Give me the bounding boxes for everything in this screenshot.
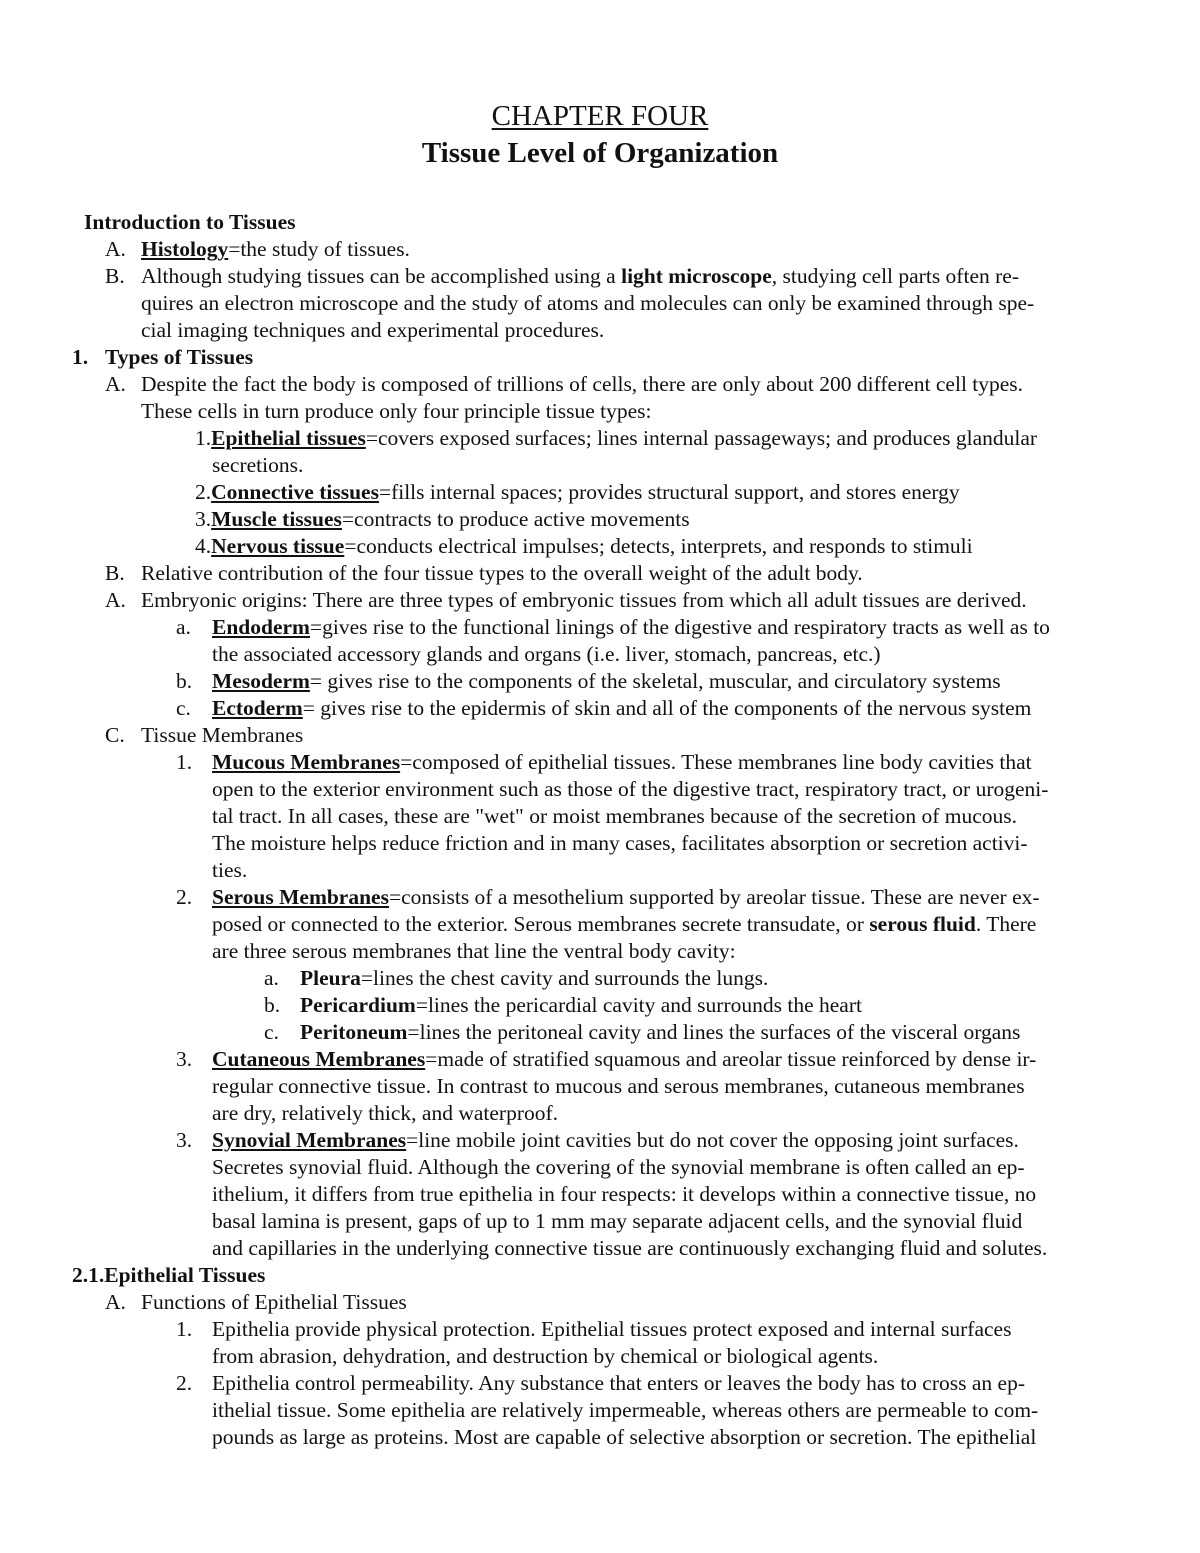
text-line <box>141 263 1019 290</box>
text-span: secretions. <box>212 453 304 477</box>
list-marker: 1. <box>176 1317 193 1341</box>
bold-text: serous fluid <box>869 912 976 936</box>
text-span: the associated accessory glands and organs (i.e. liver, stomach, pancreas, etc.) <box>212 642 881 666</box>
text-line <box>195 479 960 506</box>
text-span: =contracts to produce active movements <box>341 507 690 531</box>
text-line <box>212 1046 1036 1073</box>
list-marker: 3. <box>176 1128 193 1152</box>
text-span: ithelial tissue. Some epithelia are relatively impermeable, whereas others are permeable to com- <box>212 1398 1039 1422</box>
term-label: Muscle tissues <box>211 507 342 531</box>
list-marker: 1. <box>176 750 193 774</box>
text-line <box>141 317 604 344</box>
text-span: Tissue Membranes <box>141 723 304 747</box>
text-line <box>212 1127 1019 1154</box>
text-span: 4. <box>195 534 212 558</box>
term-label: Mesoderm <box>212 669 310 693</box>
list-marker: b. <box>176 669 193 693</box>
text-line <box>212 1235 1047 1262</box>
text-span: =consists of a mesothelium supported by areolar tissue. These are never ex- <box>388 885 1040 909</box>
term-label: Cutaneous Membranes <box>212 1047 426 1071</box>
text-line <box>212 641 881 668</box>
list-marker: c. <box>176 696 191 720</box>
text-span: Although studying tissues can be accomplished using a <box>141 264 622 288</box>
text-span: regular connective tissue. In contrast to mucous and serous membranes, cutaneous membranes <box>212 1074 1025 1098</box>
text-line <box>141 587 1027 614</box>
text-span: 2. <box>195 480 212 504</box>
text-line <box>300 1019 1020 1046</box>
text-span: =conducts electrical impulses; detects, interprets, and responds to stimuli <box>344 534 973 558</box>
text-line <box>212 1316 1011 1343</box>
text-line <box>212 776 1048 803</box>
list-marker: a. <box>264 966 279 990</box>
term-label: Connective tissues <box>211 480 379 504</box>
text-span: =line mobile joint cavities but do not cover the opposing joint surfaces. <box>406 1128 1019 1152</box>
text-span: =made of stratified squamous and areolar tissue reinforced by dense ir- <box>425 1047 1037 1071</box>
list-marker: B. <box>105 264 125 288</box>
list-marker: C. <box>105 723 125 747</box>
text-span: Secretes synovial fluid. Although the covering of the synovial membrane is often called an ep- <box>212 1155 1025 1179</box>
bold-text: 2.1.Epithelial Tissues <box>72 1263 266 1287</box>
text-line <box>212 1100 558 1127</box>
text-span: ties. <box>212 858 248 882</box>
text-line <box>141 371 1023 398</box>
text-span: ithelium, it differs from true epithelia in four respects: it develops within a connective tissue, no <box>212 1182 1037 1206</box>
text-span: cial imaging techniques and experimental procedures. <box>141 318 605 342</box>
text-span: open to the exterior environment such as those of the digestive tract, respiratory tract, or urogeni- <box>212 777 1049 801</box>
text-span: 1. <box>195 426 212 450</box>
text-line <box>212 1073 1025 1100</box>
list-marker: 2. <box>176 885 193 909</box>
bold-text: Introduction to Tissues <box>84 210 296 234</box>
list-marker: 1. <box>72 345 89 369</box>
text-span: pounds as large as proteins. Most are capable of selective absorption or secretion. The epithelial <box>212 1425 1037 1449</box>
text-span: and capillaries in the underlying connective tissue are continuously exchanging fluid and solutes. <box>212 1236 1048 1260</box>
text-span: =fills internal spaces; provides structural support, and stores energy <box>378 480 960 504</box>
text-span: 3. <box>195 507 212 531</box>
text-line <box>212 830 1028 857</box>
section-heading <box>72 1262 265 1289</box>
term-label: Endoderm <box>212 615 310 639</box>
text-span: , studying cell parts often re- <box>771 264 1019 288</box>
term-label: Serous Membranes <box>212 885 389 909</box>
text-span: =covers exposed surfaces; lines internal passageways; and produces glandular <box>365 426 1038 450</box>
chapter-label: CHAPTER FOUR <box>491 100 709 132</box>
list-marker: B. <box>105 561 125 585</box>
text-span: are dry, relatively thick, and waterproof. <box>212 1101 559 1125</box>
text-line <box>141 1289 407 1316</box>
text-span: =gives rise to the functional linings of the digestive and respiratory tracts as well as to <box>309 615 1050 639</box>
text-span: =composed of epithelial tissues. These membranes line body cavities that <box>400 750 1032 774</box>
bold-text: Types of Tissues <box>105 345 254 369</box>
term-label: Epithelial tissues <box>211 426 366 450</box>
text-line <box>212 668 1001 695</box>
text-span: are three serous membranes that line the ventral body cavity: <box>212 939 736 963</box>
text-span: Embryonic origins: There are three types of embryonic tissues from which all adult tissues are derived. <box>141 588 1027 612</box>
text-span: Functions of Epithelial Tissues <box>141 1290 407 1314</box>
text-span: basal lamina is present, gaps of up to 1 mm may separate adjacent cells, and the synovial fluid <box>212 1209 1023 1233</box>
text-span: = gives rise to the components of the skeletal, muscular, and circulatory systems <box>309 669 1001 693</box>
text-line <box>212 614 1050 641</box>
section-heading <box>105 344 253 371</box>
text-line <box>212 1424 1036 1451</box>
term-label: Synovial Membranes <box>212 1128 407 1152</box>
text-line <box>195 425 1037 452</box>
term-label: Mucous Membranes <box>212 750 401 774</box>
text-span: . There <box>975 912 1037 936</box>
text-span: from abrasion, dehydration, and destruction by chemical or biological agents. <box>212 1344 879 1368</box>
text-line <box>212 938 736 965</box>
text-line <box>141 722 303 749</box>
list-marker: A. <box>105 1290 126 1314</box>
chapter-title: Tissue Level of Organization <box>421 137 779 169</box>
list-marker: a. <box>176 615 191 639</box>
section-heading <box>84 209 295 236</box>
text-line <box>212 749 1032 776</box>
text-line <box>212 884 1040 911</box>
text-span: Epithelia control permeability. Any substance that enters or leaves the body has to cross an ep- <box>212 1371 1025 1395</box>
bold-text: Peritoneum <box>300 1020 408 1044</box>
text-line <box>212 911 1036 938</box>
text-line <box>212 1154 1025 1181</box>
text-span: These cells in turn produce only four principle tissue types: <box>141 399 652 423</box>
text-span: Relative contribution of the four tissue types to the overall weight of the adult body. <box>141 561 863 585</box>
text-line <box>212 857 247 884</box>
text-line <box>195 533 973 560</box>
text-line <box>212 1181 1036 1208</box>
text-line <box>300 965 768 992</box>
text-line <box>212 1208 1022 1235</box>
text-line <box>212 1343 878 1370</box>
term-label: Histology <box>141 237 229 261</box>
text-span: =lines the chest cavity and surrounds the lungs. <box>360 966 769 990</box>
text-span: quires an electron microscope and the study of atoms and molecules can only be examined through spe- <box>141 291 1035 315</box>
text-span: = gives rise to the epidermis of skin and all of the components of the nervous system <box>302 696 1032 720</box>
text-line <box>141 398 652 425</box>
list-marker: 3. <box>176 1047 193 1071</box>
term-label: Ectoderm <box>212 696 303 720</box>
list-marker: 2. <box>176 1371 193 1395</box>
text-span: posed or connected to the exterior. Serous membranes secrete transudate, or <box>212 912 870 936</box>
text-span: =the study of tissues. <box>228 237 410 261</box>
list-marker: b. <box>264 993 281 1017</box>
bold-text: Pleura <box>300 966 361 990</box>
text-span: =lines the pericardial cavity and surrounds the heart <box>415 993 862 1017</box>
text-line <box>141 560 863 587</box>
bold-text: Pericardium <box>300 993 416 1017</box>
text-line <box>212 452 303 479</box>
text-line <box>212 1397 1038 1424</box>
text-line <box>212 1370 1025 1397</box>
list-marker: A. <box>105 372 126 396</box>
text-span: Despite the fact the body is composed of trillions of cells, there are only about 200 different cell types. <box>141 372 1024 396</box>
list-marker: A. <box>105 237 126 261</box>
text-line <box>300 992 862 1019</box>
list-marker: A. <box>105 588 126 612</box>
text-line <box>195 506 690 533</box>
text-line <box>141 290 1034 317</box>
text-line <box>212 803 1017 830</box>
text-line <box>212 695 1031 722</box>
text-span: Epithelia provide physical protection. Epithelial tissues protect exposed and internal surfaces <box>212 1317 1012 1341</box>
bold-text: light microscope <box>621 264 772 288</box>
text-line <box>141 236 410 263</box>
list-marker: c. <box>264 1020 279 1044</box>
term-label: Nervous tissue <box>211 534 345 558</box>
text-span: tal tract. In all cases, these are "wet" or moist membranes because of the secretion of mucous. <box>212 804 1017 828</box>
text-span: The moisture helps reduce friction and in many cases, facilitates absorption or secretion activi- <box>212 831 1028 855</box>
text-span: =lines the peritoneal cavity and lines the surfaces of the visceral organs <box>407 1020 1021 1044</box>
